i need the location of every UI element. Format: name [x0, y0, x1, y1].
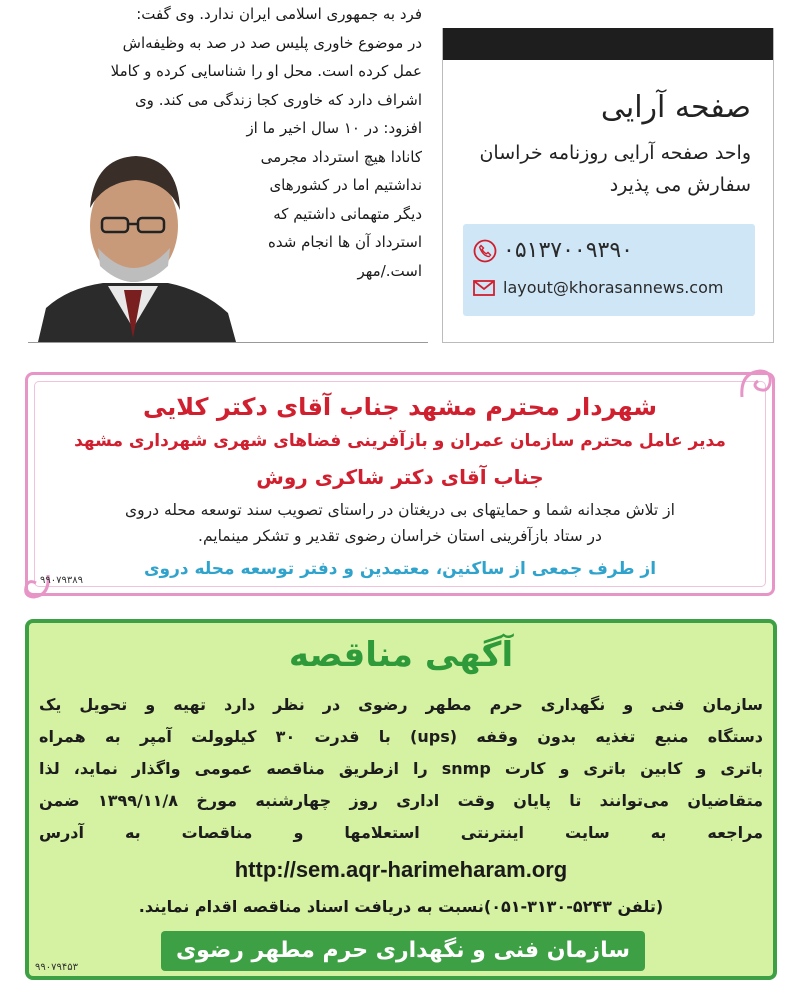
article-line: اشراف دارد که خاوری کجا زندگی می کند. وی	[134, 90, 422, 109]
article-line: است./مهر	[357, 261, 422, 280]
email-address[interactable]: layout@khorasannews.com	[503, 278, 724, 297]
ad-subtitle: واحد صفحه آرایی روزنامه خراسان	[479, 142, 751, 164]
ad-code: ۹۹۰۷۹۳۸۹	[40, 575, 83, 586]
signature-line: از طرف جمعی از ساکنین، معتمدین و دفتر توسعه محله دروی	[143, 559, 657, 579]
organization-banner: سازمان فنی و نگهداری حرم مطهر رضوی	[161, 931, 645, 971]
tender-text-line: باتری و کابین باتری و کارت snmp را ازطریق مناقصه عمومی واگذار نماید، لذا	[39, 759, 764, 778]
honoree-line: جناب آقای دکتر شاکری روش	[256, 465, 544, 489]
article-line: دیگر متهمانی داشتیم که	[273, 204, 422, 223]
article-line: عمل کرده است. محل او را شناسایی کرده و کاملا	[110, 62, 422, 80]
tender-text-line: متقاضیان می‌توانند تا پایان وقت اداری روز چهارشنبه مورخ ۱۳۹۹/۱۱/۸ ضمن	[39, 791, 764, 810]
tender-text-line: مراجعه به سایت اینترنتی استعلامها و مناقصات به آدرس	[39, 823, 763, 842]
appreciation-ad	[25, 372, 775, 596]
article-line: استرداد آن ها انجام شده	[268, 233, 422, 251]
phone-row	[473, 238, 633, 263]
article-line: افزود: در ۱۰ سال اخیر ما از	[246, 119, 422, 137]
message-line: در ستاد بازآفرینی استان خراسان رضوی تقدیر و تشکر مینمایم.	[198, 527, 602, 545]
ad-code: ۹۹۰۷۹۴۵۳	[35, 962, 78, 973]
honoree-line: شهردار محترم مشهد جناب آقای دکتر کلایی	[143, 393, 657, 421]
ad-header-bar	[443, 28, 773, 60]
article-line: در موضوع خاوری پلیس صد در صد به وظیفه‌اش	[122, 33, 422, 52]
layout-service-ad	[442, 28, 774, 343]
divider	[28, 342, 428, 343]
ad-title: صفحه آرایی	[600, 90, 751, 125]
tender-text-line: سازمان فنی و نگهداری حرم مطهر رضوی در نظر دارد تهیه و تحویل یک	[39, 695, 763, 714]
news-article	[28, 0, 428, 342]
tender-url-link[interactable]: http://sem.aqr-harimeharam.org	[234, 857, 568, 882]
phone-number: ۰۵۱۳۷۰۰۹۳۹۰	[503, 238, 633, 263]
tender-phone-line: (تلفن ۵۲۴۳-۳۱۳۰-۰۵۱)نسبت به دریافت اسناد مناقصه اقدام نمایند.	[138, 897, 664, 916]
tender-text-line: دستگاه منبع تغذیه بدون وقفه (ups) با قدرت ۳۰ کیلوولت آمپر به همراه	[39, 727, 764, 746]
tender-title: آگهی مناقصه	[288, 635, 514, 675]
article-line: نداشتیم اما در کشورهای	[269, 176, 422, 194]
phone-icon	[473, 239, 497, 263]
message-line: از تلاش مجدانه شما و حمایتهای بی دریغتان در راستای تصویب سند توسعه محله دروی	[125, 501, 675, 519]
article-line: فرد به جمهوری اسلامی ایران ندارد. وی گفت:	[136, 5, 422, 23]
tender-ad	[25, 619, 777, 980]
ad-subtitle: سفارش می پذیرد	[609, 174, 751, 196]
email-row	[473, 278, 723, 297]
honoree-title: مدیر عامل محترم سازمان عمران و بازآفرینی فضاهای شهری شهرداری مشهد	[74, 431, 726, 451]
article-line: کانادا هیچ استرداد مجرمی	[260, 147, 422, 166]
contact-box	[463, 224, 755, 316]
portrait-photo	[28, 138, 238, 342]
envelope-icon	[473, 280, 495, 296]
